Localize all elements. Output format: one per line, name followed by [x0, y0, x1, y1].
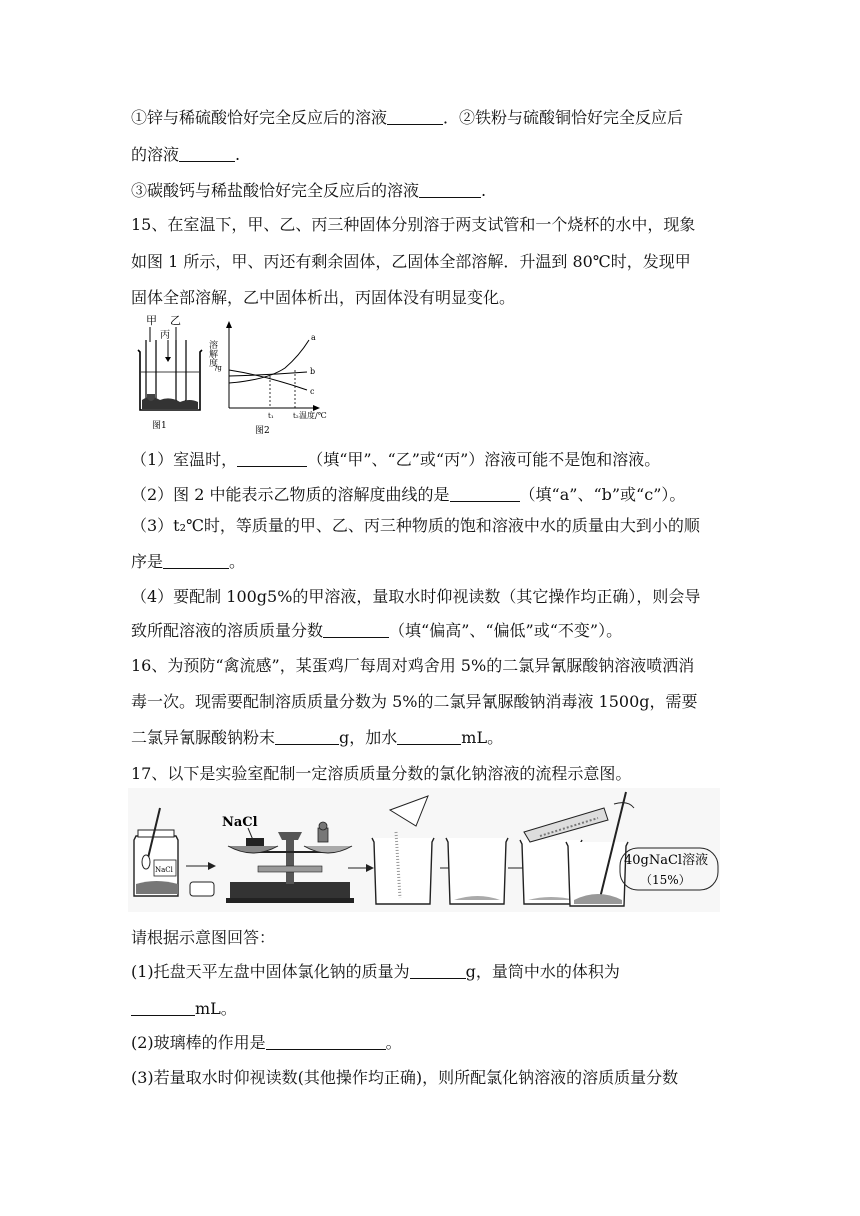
label-yi: 乙 [170, 314, 181, 327]
q15-intro-3: 固体全部溶解，乙中固体析出，丙固体没有明显变化。 [131, 288, 516, 307]
q17-sub-2: (2)玻璃棒的作用是 。 [131, 1033, 402, 1052]
t2-tick-label: t₂ [293, 412, 299, 420]
curve-c-label: c [310, 387, 315, 396]
y-axis-label: 溶解度 [207, 340, 217, 367]
q14-line-3: ③碳酸钙与稀盐酸恰好完全反应后的溶液 . [131, 181, 487, 200]
answer-blank [266, 1033, 386, 1050]
answer-blank [179, 145, 235, 162]
answer-blank [323, 621, 389, 638]
y-axis-unit: /g [215, 364, 222, 372]
q15-sub-4: （4）要配制 100g5%的甲溶液，量取水时仰视读数（其它操作均正确），则会导 [131, 587, 701, 606]
t1-tick-label: t₁ [268, 412, 274, 420]
answer-blank [450, 485, 520, 502]
q16-line-3: 二氯异氰脲酸钠粉末 g，加水 mL。 [131, 728, 504, 747]
jar-label: NaCl [155, 866, 173, 874]
figure-2-caption: 图2 [255, 426, 270, 436]
figure-2-solubility-chart [207, 318, 327, 438]
answer-blank [397, 728, 461, 745]
answer-blank [419, 181, 481, 198]
q15-sub-3: （3）t₂℃时，等质量的甲、乙、丙三种物质的饱和溶液中水的质量由大到小的顺 [131, 516, 700, 535]
q15-sub-1: （1）室温时， （填“甲”、“乙”或“丙”）溶液可能不是饱和溶液。 [131, 450, 661, 469]
q17-sub-1-cont: mL。 [131, 998, 731, 1020]
q14-line-1: ①锌与稀硫酸恰好完全反应后的溶液 ．②铁粉与硫酸铜恰好完全反应后 [131, 108, 684, 127]
q15-sub-4-cont: 致所配溶液的溶质质量分数 （填“偏高”、“偏低”或“不变”）。 [131, 621, 623, 640]
x-axis-label: 温度/℃ [299, 411, 327, 420]
q17-prompt: 请根据示意图回答： [131, 928, 276, 947]
q16-line-1: 16、为预防“禽流感”，某蛋鸡厂每周对鸡舍用 5%的二氯异氰脲酸钠溶液喷洒消 [131, 656, 695, 675]
curve-a-label: a [311, 333, 316, 342]
q17-sub-1: (1)托盘天平左盘中固体氯化钠的质量为 g，量筒中水的体积为 [131, 962, 620, 981]
result-percent: （15%） [640, 873, 691, 887]
q16-line-2: 毒一次。现需要配制溶质质量分数为 5%的二氯异氰脲酸钠消毒液 1500g，需要 [131, 692, 698, 711]
q17-sub-3: (3)若量取水时仰视读数(其他操作均正确)，则所配氯化钠溶液的溶质质量分数 [131, 1068, 679, 1087]
result-label: 40gNaCl溶液 [624, 853, 709, 868]
q15-sub-2: （2）图 2 中能表示乙物质的溶解度曲线的是 （填“a”、“b”或“c”）。 [131, 485, 686, 504]
answer-blank [131, 999, 195, 1016]
nacl-label: NaCl [222, 815, 258, 830]
q15-intro-2: 如图 1 所示，甲、丙还有剩余固体，乙固体全部溶解．升温到 80℃时，发现甲 [131, 252, 691, 271]
figure-nacl-preparation-flow [128, 788, 720, 912]
figure-1-caption: 图1 [152, 421, 167, 431]
answer-blank [163, 552, 229, 569]
answer-blank [410, 962, 466, 979]
answer-blank [237, 450, 307, 467]
q17-line-1: 17、以下是实验室配制一定溶质质量分数的氯化钠溶液的流程示意图。 [131, 764, 632, 783]
q14-line-2: 的溶液 . [131, 145, 241, 164]
curve-b-label: b [310, 367, 316, 376]
answer-blank [275, 728, 339, 745]
label-bing: 丙 [160, 330, 170, 341]
q15-intro-1: 15、在室温下，甲、乙、丙三种固体分别溶于两支试管和一个烧杯的水中，现象 [131, 215, 696, 234]
figure-1-test-tubes [130, 312, 216, 436]
q15-sub-3-cont: 序是 。 [131, 552, 246, 571]
label-jia: 甲 [146, 314, 157, 327]
answer-blank [387, 108, 443, 125]
